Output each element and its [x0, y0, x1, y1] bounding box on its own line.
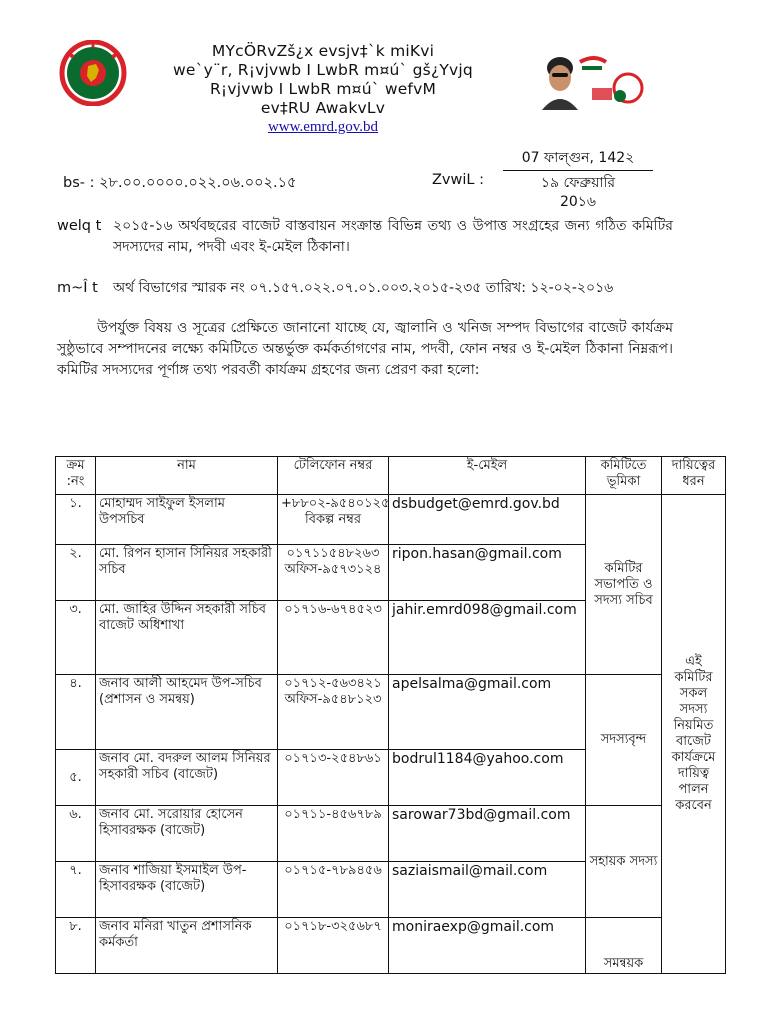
government-seal-logo [58, 40, 128, 106]
serial-cell: ৬. [56, 806, 96, 862]
email-cell[interactable]: ripon.hasan@gmail.com [389, 545, 586, 601]
table-row [56, 918, 726, 974]
table-row [56, 806, 726, 862]
email-cell[interactable]: saziaismail@mail.com [389, 862, 586, 918]
table-row [56, 675, 726, 750]
branch-name-line: ev‡RU AwakvLv [260, 99, 386, 117]
memo-number [63, 172, 296, 196]
name-cell: জনাব শাজিয়া ইসমাইল উপ-হিসাবরক্ষক (বাজেট) [96, 862, 278, 918]
email-cell[interactable]: bodrul1184@yahoo.com [389, 750, 586, 806]
table-header-row [56, 457, 726, 495]
remark-cell: এই কমিটির সকল সদস্য নিয়মিত বাজেট কার্যক্রমে দায়িত্ব পালন করবেন [662, 495, 726, 974]
serial-cell: ৭. [56, 862, 96, 918]
phone-cell: ০১৭১৫-৭৮৯৪৫৬ [278, 862, 389, 918]
serial-cell: ৫. [56, 750, 96, 806]
role-cell: সমন্বয়ক [586, 918, 662, 974]
header-phone: টেলিফোন নম্বর [278, 457, 389, 495]
serial-cell: ১. [56, 495, 96, 545]
name-cell: জনাব মো. সরোয়ার হোসেন হিসাবরক্ষক (বাজেট) [96, 806, 278, 862]
role-cell: সহায়ক সদস্য [586, 806, 662, 918]
email-cell[interactable]: moniraexp@gmail.com [389, 918, 586, 974]
header-email: ই-মেইল [389, 457, 586, 495]
email-cell[interactable]: jahir.emrd098@gmail.com [389, 601, 586, 675]
date-bengali: 07 ফাল্গুন, 142২ [503, 148, 653, 171]
phone-cell: ০১৭১১-৪৫৬৭৮৯ [278, 806, 389, 862]
memo-number-value: ২৮.০০.০০০০.০২২.০৬.০০২.১৫ [99, 175, 297, 191]
date-year: 20১৬ [559, 194, 596, 210]
memo-prefix: bs- : [63, 175, 95, 191]
date-label: ZvwiL : [432, 172, 484, 188]
name-cell: জনাব মো. বদরুল আলম সিনিয়র সহকারী সচিব (বাজেট) [96, 750, 278, 806]
committee-members-table [55, 456, 726, 974]
date-gregorian: ১৯ ফেব্রুয়ারি [540, 175, 616, 191]
phone-cell: ০১৭১৩-২৫৪৮৬১ [278, 750, 389, 806]
serial-cell: ৮. [56, 918, 96, 974]
phone-cell: ০১৭১৮-৩২৫৬৮৭ [278, 918, 389, 974]
phone-cell: ০১৭১১৫৪৮২৬৩ অফিস-৯৫৭৩১২৪ [278, 545, 389, 601]
header-role: কমিটিতে ভূমিকা [586, 457, 662, 495]
reference-text: অর্থ বিভাগের স্মারক নং ০৭.১৫৭.০২২.০৭.০১.০০৩.২০১৫-২৩৫ তারিখ: ১২-০২-২০১৬ [113, 280, 614, 296]
reference-label: m~Î t [57, 280, 98, 296]
website-link[interactable]: www.emrd.gov.bd [267, 119, 379, 135]
role-cell: সদস্যবৃন্দ [586, 675, 662, 806]
name-cell: মোহাম্মদ সাইফুল ইসলাম উপসচিব [96, 495, 278, 545]
email-cell[interactable]: sarowar73bd@gmail.com [389, 806, 586, 862]
serial-cell: ৪. [56, 675, 96, 750]
name-cell: জনাব মনিরা খাতুন প্রশাসনিক কর্মকর্তা [96, 918, 278, 974]
mujib-centenary-logo [532, 48, 650, 112]
body-paragraph: উপর্যুক্ত বিষয় ও সূত্রের প্রেক্ষিতে জানানো যাচ্ছে যে, জ্বালানি ও খনিজ সম্পদ বিভাগের বাজেট কার্যক্রম সুষ্ঠুভাবে সম্পাদনের লক্ষ্যে কমিটিতে অন্তর্ভুক্ত কর্মকর্তাগণের নাম, পদবী, ফোন নম্বর ও ই-মেইল ঠিকানা নিম্নরূপ। কমিটির সদস্যদের পূর্ণাঙ্গ তথ্য পরবর্তী কার্যক্রম গ্রহণের জন্য প্রেরণ করা হলো: [57, 320, 673, 378]
ministry-name-line: we`y¨r, R¡vjvwb I LwbR m¤ú` gš¿Yvjq [173, 61, 473, 79]
table-row [56, 495, 726, 545]
letterhead [120, 42, 526, 137]
serial-cell: ৩. [56, 601, 96, 675]
email-cell[interactable]: apelsalma@gmail.com [389, 675, 586, 750]
email-cell[interactable]: dsbudget@emrd.gov.bd [389, 495, 586, 545]
phone-cell: +৮৮০২-৯৫৪০১২৫ বিকল্প নম্বর [278, 495, 389, 545]
ministry-name-line: MYcÖRvZš¿x evsjv‡`k miKvi [211, 42, 435, 60]
subject-label: welq t [57, 218, 102, 234]
subject-text: ২০১৫-১৬ অর্থবছরের বাজেট বাস্তবায়ন সংক্রান্ত বিভিন্ন তথ্য ও উপাত্ত সংগ্রহের জন্য গঠিত কমিটির সদস্যদের নাম, পদবী এবং ই-মেইল ঠিকানা। [113, 218, 673, 255]
name-cell: মো. জাহির উদ্দিন সহকারী সচিব বাজেট অধিশাখা [96, 601, 278, 675]
name-cell: মো. রিপন হাসান সিনিয়র সহকারী সচিব [96, 545, 278, 601]
header-name: নাম [96, 457, 278, 495]
serial-cell: ২. [56, 545, 96, 601]
phone-cell: ০১৭১৬-৬৭৪৫২৩ [278, 601, 389, 675]
division-name-line: R¡vjvwb I LwbR m¤ú` wefvM [209, 80, 437, 98]
header-serial: ক্রম :নং [56, 457, 96, 495]
date-block [503, 148, 653, 211]
role-cell: কমিটির সভাপতি ও সদস্য সচিব [586, 495, 662, 675]
header-duty: দায়িত্বের ধরন [662, 457, 726, 495]
name-cell: জনাব আলী আহমেদ উপ-সচিব (প্রশাসন ও সমন্বয়) [96, 675, 278, 750]
phone-cell: ০১৭১২-৫৬৩৪২১ অফিস-৯৫৪৮১২৩ [278, 675, 389, 750]
